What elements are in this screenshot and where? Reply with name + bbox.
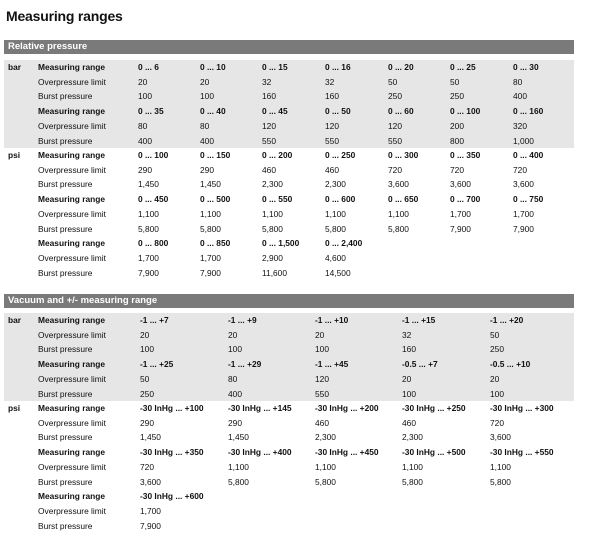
- burst-value: 800: [450, 135, 464, 146]
- range-value: -30 InHg ... +450: [315, 447, 379, 458]
- burst-value: 5,800: [200, 223, 221, 234]
- overpressure-value: 80: [228, 373, 238, 384]
- range-value: -1 ... +15: [402, 315, 436, 325]
- range-value: -1 ... +10: [315, 315, 349, 325]
- burst-value: 7,900: [138, 267, 159, 278]
- range-value: 0 ... 1,500: [262, 238, 300, 249]
- burst-value: 250: [140, 388, 154, 399]
- range-value: 0 ... 45: [262, 106, 288, 117]
- range-value: 0 ... 6: [138, 62, 159, 72]
- table-row: [4, 445, 574, 460]
- row-label: Overpressure limit: [38, 373, 106, 384]
- unit-label: psi: [8, 150, 21, 160]
- overpressure-value: 460: [325, 164, 339, 175]
- overpressure-value: 120: [262, 120, 276, 131]
- overpressure-value: 290: [228, 417, 242, 428]
- section-header: Vacuum and +/- measuring range: [4, 294, 574, 308]
- burst-value: 5,800: [490, 476, 511, 487]
- row-label: Measuring range: [38, 194, 106, 205]
- section-header: Relative pressure: [4, 40, 574, 54]
- burst-value: 400: [200, 135, 214, 146]
- range-value: -30 InHg ... +500: [402, 447, 466, 458]
- overpressure-value: 50: [388, 76, 398, 87]
- overpressure-value: 1,100: [402, 461, 423, 472]
- range-value: 0 ... 20: [388, 62, 414, 72]
- range-value: 0 ... 30: [513, 62, 539, 72]
- table-row: [4, 163, 574, 178]
- overpressure-value: 1,700: [450, 208, 471, 219]
- range-value: -1 ... +9: [228, 315, 257, 325]
- overpressure-value: 200: [450, 120, 464, 131]
- burst-value: 100: [200, 91, 214, 102]
- range-value: -30 InHg ... +145: [228, 403, 292, 413]
- table-row: [4, 236, 574, 251]
- burst-value: 7,900: [450, 223, 471, 234]
- overpressure-value: 20: [315, 329, 325, 340]
- table-row: [4, 207, 574, 222]
- table-row: [4, 519, 574, 534]
- row-label: Overpressure limit: [38, 461, 106, 472]
- table-row: [4, 89, 574, 104]
- overpressure-value: 32: [402, 329, 412, 340]
- unit-group-bar: [4, 60, 574, 150]
- overpressure-value: 720: [450, 164, 464, 175]
- overpressure-value: 1,100: [325, 208, 346, 219]
- overpressure-value: 2,900: [262, 252, 283, 263]
- table-row: [4, 60, 574, 75]
- table-row: [4, 119, 574, 134]
- row-label: Measuring range: [38, 238, 106, 249]
- range-value: 0 ... 650: [388, 194, 419, 205]
- burst-value: 5,800: [138, 223, 159, 234]
- burst-value: 2,300: [262, 179, 283, 190]
- burst-value: 3,600: [140, 476, 161, 487]
- range-value: -0.5 ... +10: [490, 359, 531, 370]
- range-value: -1 ... +7: [140, 315, 169, 325]
- overpressure-value: 460: [262, 164, 276, 175]
- burst-value: 5,800: [388, 223, 409, 234]
- range-value: 0 ... 800: [138, 238, 169, 249]
- burst-value: 1,450: [140, 432, 161, 443]
- burst-value: 7,900: [513, 223, 534, 234]
- table-row: [4, 134, 574, 149]
- burst-value: 11,600: [262, 267, 287, 278]
- overpressure-value: 80: [138, 120, 148, 131]
- row-label: Burst pressure: [38, 432, 93, 443]
- burst-value: 1,450: [138, 179, 159, 190]
- row-label: Overpressure limit: [38, 505, 106, 516]
- table-row: [4, 192, 574, 207]
- burst-value: 550: [388, 135, 402, 146]
- range-value: -0.5 ... +7: [402, 359, 438, 370]
- range-value: 0 ... 300: [388, 150, 419, 160]
- burst-value: 160: [262, 91, 276, 102]
- burst-value: 3,600: [490, 432, 511, 443]
- range-value: -1 ... +25: [140, 359, 174, 370]
- burst-value: 400: [138, 135, 152, 146]
- table-row: [4, 430, 574, 445]
- table-row: [4, 177, 574, 192]
- overpressure-value: 120: [388, 120, 402, 131]
- row-label: Overpressure limit: [38, 329, 106, 340]
- range-value: -30 InHg ... +350: [140, 447, 204, 458]
- row-label: Measuring range: [38, 447, 106, 458]
- overpressure-value: 1,100: [490, 461, 511, 472]
- row-label: Burst pressure: [38, 344, 93, 355]
- burst-value: 160: [325, 91, 339, 102]
- overpressure-value: 32: [262, 76, 272, 87]
- range-value: -1 ... +20: [490, 315, 524, 325]
- row-label: Overpressure limit: [38, 120, 106, 131]
- row-label: Burst pressure: [38, 135, 93, 146]
- range-value: 0 ... 550: [262, 194, 293, 205]
- row-label: Burst pressure: [38, 223, 93, 234]
- unit-label: bar: [8, 315, 22, 325]
- overpressure-value: 1,100: [228, 461, 249, 472]
- table-row: [4, 75, 574, 90]
- range-value: 0 ... 200: [262, 150, 293, 160]
- burst-value: 550: [262, 135, 276, 146]
- range-value: -30 InHg ... +550: [490, 447, 554, 458]
- overpressure-value: 20: [490, 373, 500, 384]
- row-label: Measuring range: [38, 106, 106, 117]
- overpressure-value: 1,100: [315, 461, 336, 472]
- range-value: 0 ... 35: [138, 106, 164, 117]
- burst-value: 3,600: [513, 179, 534, 190]
- overpressure-value: 50: [450, 76, 460, 87]
- row-label: Burst pressure: [38, 91, 93, 102]
- burst-value: 5,800: [325, 223, 346, 234]
- range-value: 0 ... 100: [138, 150, 169, 160]
- range-value: 0 ... 150: [200, 150, 231, 160]
- row-label: Burst pressure: [38, 179, 93, 190]
- unit-group-psi: [4, 148, 574, 282]
- burst-value: 100: [140, 344, 154, 355]
- range-value: -30 InHg ... +400: [228, 447, 292, 458]
- range-value: 0 ... 40: [200, 106, 226, 117]
- overpressure-value: 20: [200, 76, 210, 87]
- table-row: [4, 489, 574, 504]
- overpressure-value: 290: [140, 417, 154, 428]
- overpressure-value: 720: [388, 164, 402, 175]
- range-value: 0 ... 250: [325, 150, 356, 160]
- row-label: Overpressure limit: [38, 208, 106, 219]
- overpressure-value: 20: [140, 329, 150, 340]
- burst-value: 100: [402, 388, 416, 399]
- burst-value: 3,600: [388, 179, 409, 190]
- burst-value: 100: [315, 344, 329, 355]
- row-label: Measuring range: [38, 150, 106, 160]
- burst-value: 2,300: [402, 432, 423, 443]
- table-row: [4, 372, 574, 387]
- range-value: 0 ... 500: [200, 194, 231, 205]
- range-value: 0 ... 100: [450, 106, 481, 117]
- row-label: Burst pressure: [38, 267, 93, 278]
- overpressure-value: 720: [513, 164, 527, 175]
- burst-value: 1,450: [228, 432, 249, 443]
- range-value: -1 ... +45: [315, 359, 349, 370]
- overpressure-value: 120: [325, 120, 339, 131]
- burst-value: 3,600: [450, 179, 471, 190]
- range-value: 0 ... 60: [388, 106, 414, 117]
- overpressure-value: 1,700: [138, 252, 159, 263]
- burst-value: 250: [450, 91, 464, 102]
- table-row: [4, 342, 574, 357]
- range-value: 0 ... 400: [513, 150, 544, 160]
- range-value: -1 ... +29: [228, 359, 262, 370]
- burst-value: 14,500: [325, 267, 351, 278]
- burst-value: 5,800: [262, 223, 283, 234]
- overpressure-value: 1,100: [200, 208, 221, 219]
- overpressure-value: 50: [490, 329, 500, 340]
- overpressure-value: 720: [490, 417, 504, 428]
- overpressure-value: 460: [315, 417, 329, 428]
- overpressure-value: 290: [138, 164, 152, 175]
- range-value: 0 ... 450: [138, 194, 169, 205]
- burst-value: 100: [138, 91, 152, 102]
- overpressure-value: 32: [325, 76, 335, 87]
- burst-value: 250: [388, 91, 402, 102]
- burst-value: 400: [513, 91, 527, 102]
- table-row: [4, 222, 574, 237]
- row-label: Burst pressure: [38, 476, 93, 487]
- burst-value: 400: [228, 388, 242, 399]
- range-value: 0 ... 160: [513, 106, 544, 117]
- unit-group-bar: [4, 313, 574, 403]
- range-value: 0 ... 16: [325, 62, 351, 72]
- overpressure-value: 1,100: [138, 208, 159, 219]
- range-value: 0 ... 50: [325, 106, 351, 117]
- range-value: 0 ... 350: [450, 150, 481, 160]
- burst-value: 100: [228, 344, 242, 355]
- burst-value: 2,300: [325, 179, 346, 190]
- burst-value: 5,800: [315, 476, 336, 487]
- range-value: 0 ... 25: [450, 62, 476, 72]
- overpressure-value: 1,100: [262, 208, 283, 219]
- row-label: Measuring range: [38, 491, 106, 502]
- row-label: Burst pressure: [38, 388, 93, 399]
- unit-group-psi: [4, 401, 574, 535]
- range-value: -30 InHg ... +300: [490, 403, 554, 413]
- table-row: [4, 401, 574, 416]
- burst-value: 1,000: [513, 135, 534, 146]
- overpressure-value: 290: [200, 164, 214, 175]
- table-row: [4, 475, 574, 490]
- overpressure-value: 50: [140, 373, 150, 384]
- range-value: -30 InHg ... +200: [315, 403, 379, 413]
- burst-value: 7,900: [200, 267, 221, 278]
- row-label: Overpressure limit: [38, 417, 106, 428]
- row-label: Overpressure limit: [38, 164, 106, 175]
- unit-label: psi: [8, 403, 21, 413]
- overpressure-value: 80: [200, 120, 210, 131]
- row-label: Measuring range: [38, 315, 106, 325]
- overpressure-value: 20: [228, 329, 238, 340]
- unit-label: bar: [8, 62, 22, 72]
- range-value: 0 ... 600: [325, 194, 356, 205]
- range-value: 0 ... 700: [450, 194, 481, 205]
- burst-value: 100: [490, 388, 504, 399]
- range-value: 0 ... 2,400: [325, 238, 363, 249]
- table-row: [4, 416, 574, 431]
- range-value: 0 ... 850: [200, 238, 231, 249]
- row-label: Measuring range: [38, 403, 106, 413]
- range-value: -30 InHg ... +100: [140, 403, 204, 413]
- burst-value: 5,800: [402, 476, 423, 487]
- table-row: [4, 313, 574, 328]
- overpressure-value: 20: [138, 76, 148, 87]
- overpressure-value: 320: [513, 120, 527, 131]
- burst-value: 250: [490, 344, 504, 355]
- overpressure-value: 1,100: [388, 208, 409, 219]
- burst-value: 550: [315, 388, 329, 399]
- overpressure-value: 20: [402, 373, 412, 384]
- range-value: 0 ... 10: [200, 62, 226, 72]
- table-row: [4, 148, 574, 163]
- range-value: 0 ... 750: [513, 194, 544, 205]
- overpressure-value: 80: [513, 76, 523, 87]
- range-value: -30 InHg ... +600: [140, 491, 204, 502]
- row-label: Measuring range: [38, 62, 106, 72]
- table-row: [4, 357, 574, 372]
- range-value: 0 ... 15: [262, 62, 288, 72]
- overpressure-value: 1,700: [140, 505, 161, 516]
- burst-value: 550: [325, 135, 339, 146]
- overpressure-value: 1,700: [513, 208, 534, 219]
- table-row: [4, 387, 574, 402]
- burst-value: 5,800: [228, 476, 249, 487]
- burst-value: 2,300: [315, 432, 336, 443]
- table-row: [4, 104, 574, 119]
- overpressure-value: 460: [402, 417, 416, 428]
- table-row: [4, 266, 574, 281]
- burst-value: 1,450: [200, 179, 221, 190]
- table-row: [4, 460, 574, 475]
- overpressure-value: 1,700: [200, 252, 221, 263]
- burst-value: 7,900: [140, 520, 161, 531]
- overpressure-value: 4,600: [325, 252, 346, 263]
- overpressure-value: 720: [140, 461, 154, 472]
- table-row: [4, 504, 574, 519]
- page-title: Measuring ranges: [6, 8, 123, 24]
- row-label: Burst pressure: [38, 520, 93, 531]
- table-row: [4, 328, 574, 343]
- range-value: -30 InHg ... +250: [402, 403, 466, 413]
- overpressure-value: 120: [315, 373, 329, 384]
- row-label: Overpressure limit: [38, 252, 106, 263]
- row-label: Overpressure limit: [38, 76, 106, 87]
- burst-value: 160: [402, 344, 416, 355]
- table-row: [4, 251, 574, 266]
- row-label: Measuring range: [38, 359, 106, 370]
